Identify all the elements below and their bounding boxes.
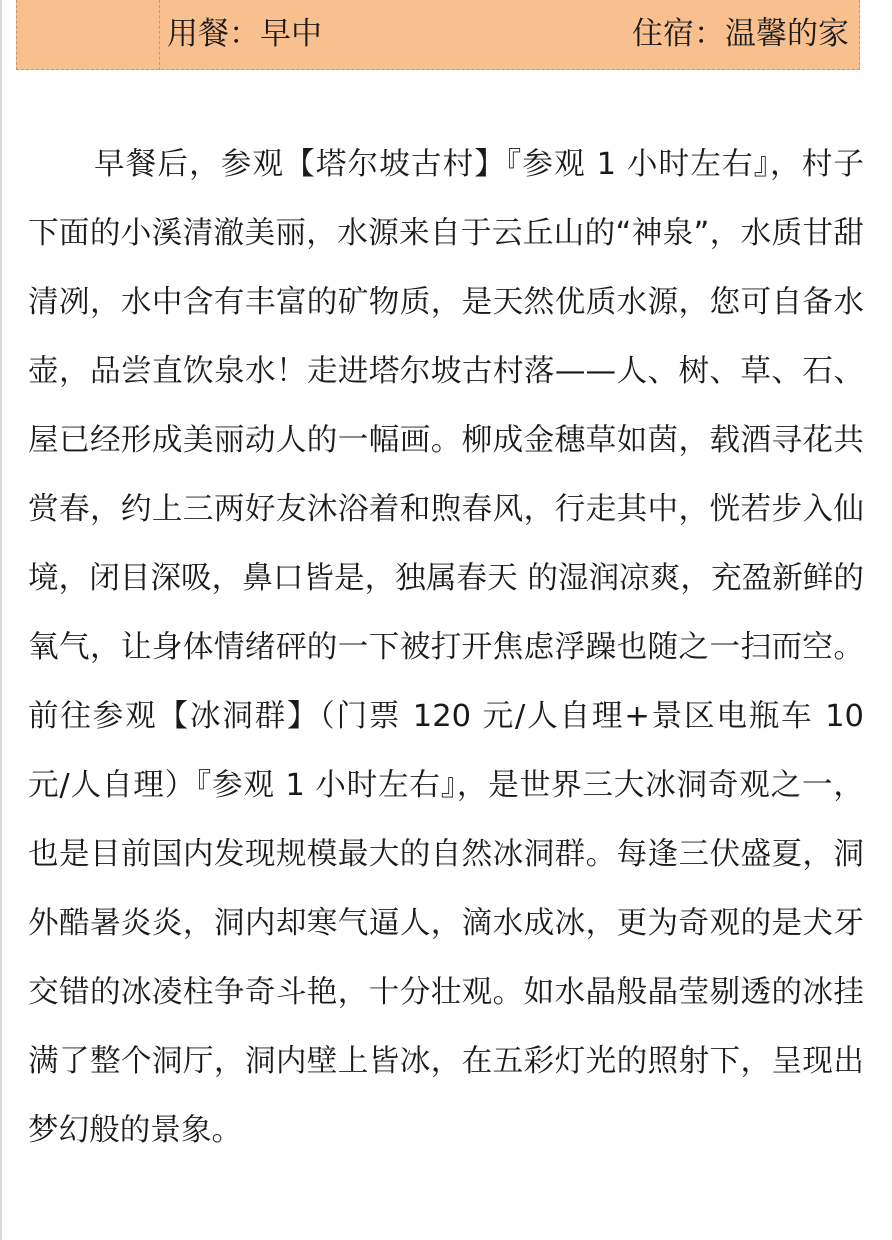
cell-divider — [159, 0, 160, 70]
meal-lodging-bar — [16, 0, 860, 70]
page-left-border — [0, 0, 2, 1240]
itinerary-paragraph: 早餐后，参观【塔尔坡古村】『参观 1 小时左右』，村子下面的小溪清澈美丽，水源来自于云丘山的“神泉”，水质甘甜清冽，水中含有丰富的矿物质，是天然优质水源，您可自备水壶，品尝直饮泉水！走进塔尔坡古村落——人、树、草、石、屋已经形成美丽动人的一幅画。柳成金穗草如茵，载酒寻花共赏春，约上三两好友沐浴着和煦春风，行走其中，恍若步入仙境，闭目深吸，鼻口皆是，独属春天 的湿润凉爽，充盈新鲜的氧气，让身体情绪砰的一下被打开焦虑浮躁也随之一扫而空。前往参观【冰洞群】（门票 120 元/人自理+景区电瓶车 10 元/人自理）『参观 1 小时左右』，是世界三大冰洞奇观之一，也是目前国内发现规模最大的自然冰洞群。每逢三伏盛夏，洞外酷暑炎炎，洞内却寒气逼人，滴水成冰，更为奇观的是犬牙交错的冰凌柱争奇斗艳，十分壮观。如水晶般晶莹剔透的冰挂满了整个洞厅，洞内壁上皆冰，在五彩灯光的照射下，呈现出梦幻般的景象。 — [28, 147, 864, 1148]
lodging-label: 住宿：温馨的家 — [632, 16, 849, 52]
meals-label: 用餐：早中 — [167, 16, 322, 52]
